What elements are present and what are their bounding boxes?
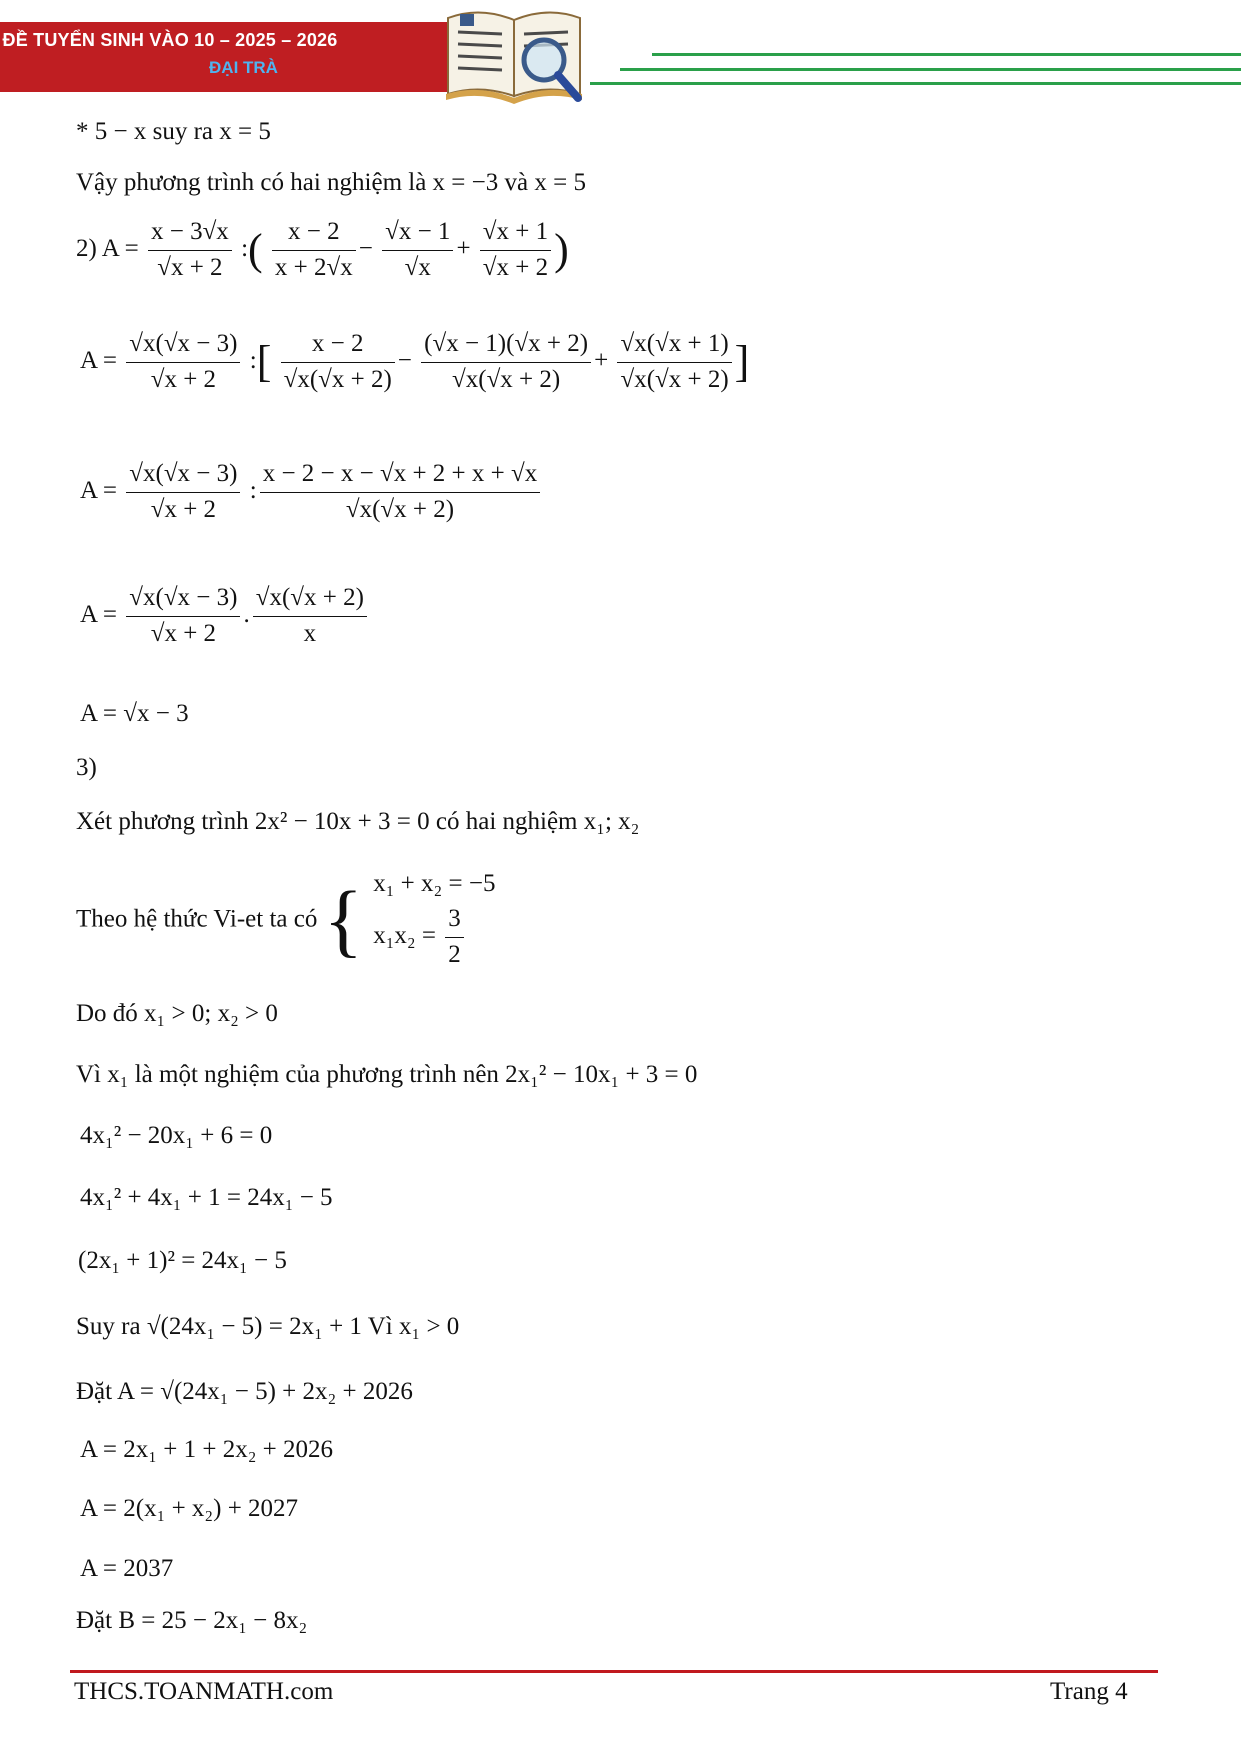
footer-page-number: Trang 4 xyxy=(1050,1678,1128,1705)
line-15: (2x₁ + 1)² = 24x₁ − 5 xyxy=(78,1247,287,1274)
line-9: Xét phương trình 2x² − 10x + 3 = 0 có hai nghiệm x₁; x₂ xyxy=(76,808,640,835)
line-8: 3) xyxy=(76,754,97,781)
line-7: A = √x − 3 xyxy=(80,700,189,727)
line-14: 4x₁² + 4x₁ + 1 = 24x₁ − 5 xyxy=(80,1184,333,1211)
header-subtitle: ĐẠI TRÀ xyxy=(209,58,278,77)
system-row-1: x₁ + x₂ = −5 xyxy=(373,870,496,897)
line-11: Do đó x₁ > 0; x₂ > 0 xyxy=(76,1000,278,1027)
fraction: $\frac{3}{2}$ xyxy=(445,905,464,970)
line-3-expression: 2) A = $\frac{x - 3√x}{√x + 2}$ :( $\frac{x - 2}{x + 2√x}$ − $\frac{√x - 1}{√x}$ + $\frac{√x + 1}{√x + 2}$ ) xyxy=(76,218,569,281)
line-16: Suy ra √(24x₁ − 5) = 2x₁ + 1 Vì x₁ > 0 xyxy=(76,1313,460,1340)
fraction: $\frac{√x(√x + 1)}{√x(√x + 2)}$ xyxy=(617,330,731,395)
fraction: $\frac{x - 2}{x + 2√x}$ xyxy=(272,218,356,283)
footer-site: THCS.TOANMATH.com xyxy=(74,1678,334,1705)
line-13: 4x₁² − 20x₁ + 6 = 0 xyxy=(80,1122,273,1149)
header-rule-mid xyxy=(620,68,1241,71)
header-title: ĐỀ TUYỂN SINH VÀO 10 – 2025 – 2026 xyxy=(2,30,338,50)
footer-rule xyxy=(70,1670,1158,1673)
line-10-prefix: Theo hệ thức Vi-et ta có xyxy=(76,905,318,933)
line-2: Vậy phương trình có hai nghiệm là x = −3 và x = 5 xyxy=(76,169,586,196)
line-1: * 5 − x suy ra x = 5 xyxy=(76,118,271,145)
line-6-expression: A = $\frac{√x(√x - 3)}{√x + 2}$ . $\frac{√x(√x + 2)}{x}$ xyxy=(80,584,370,649)
fraction: $\frac{√x + 1}{√x + 2}$ xyxy=(480,218,551,283)
line-21: Đặt B = 25 − 2x₁ − 8x₂ xyxy=(76,1607,308,1634)
line-5-expression: A = $\frac{√x(√x - 3)}{√x + 2}$ : $\frac{x - 2 - x - √x + 2 + x + √x}{√x(√x + 2)}$ xyxy=(80,460,543,525)
header-rule-top xyxy=(652,53,1241,56)
system-rows xyxy=(373,870,495,969)
line-20: A = 2037 xyxy=(80,1555,174,1582)
header-rule-bottom xyxy=(590,82,1241,85)
fraction: $\frac{√x(√x - 3)}{√x + 2}$ xyxy=(126,460,240,525)
fraction: $\frac{√x - 1}{√x}$ xyxy=(382,218,453,283)
line-17: Đặt A = √(24x₁ − 5) + 2x₂ + 2026 xyxy=(76,1378,413,1405)
fraction: $\frac{√x(√x + 2)}{x}$ xyxy=(253,584,367,649)
line-10-vieta-system xyxy=(76,870,495,969)
line-19: A = 2(x₁ + x₂) + 2027 xyxy=(80,1495,299,1522)
fraction: $\frac{√x(√x - 3)}{√x + 2}$ xyxy=(126,584,240,649)
fraction: $\frac{x - 2}{√x(√x + 2)}$ xyxy=(281,330,395,395)
fraction: $\frac{x - 3√x}{√x + 2}$ xyxy=(148,218,232,283)
fraction: $\frac{(√x - 1)(√x + 2)}{√x(√x + 2)}$ xyxy=(421,330,591,395)
fraction: $\frac{x - 2 - x - √x + 2 + x + √x}{√x(√x + 2)}$ xyxy=(260,460,541,525)
brace: { xyxy=(323,873,363,965)
line-4-expression: A = $\frac{√x(√x - 3)}{√x + 2}$ :[ $\frac{x - 2}{√x(√x + 2)}$ − $\frac{(√x - 1)(√x + 2)}{√x(√x + 2)}$ + $\frac{√x(√x + 1)}{√x(√x + 2)}$ ] xyxy=(80,330,750,393)
line-18: A = 2x₁ + 1 + 2x₂ + 2026 xyxy=(80,1436,334,1463)
fraction: $\frac{√x(√x - 3)}{√x + 2}$ xyxy=(126,330,240,395)
line-12: Vì x₁ là một nghiệm của phương trình nên 2x₁² − 10x₁ + 3 = 0 xyxy=(76,1061,698,1088)
line-3-prefix: 2) A = xyxy=(76,234,139,262)
system-row-2: x₁x₂ = $\frac{3}{2}$ xyxy=(373,905,495,970)
book-magnifier-icon xyxy=(440,0,590,104)
